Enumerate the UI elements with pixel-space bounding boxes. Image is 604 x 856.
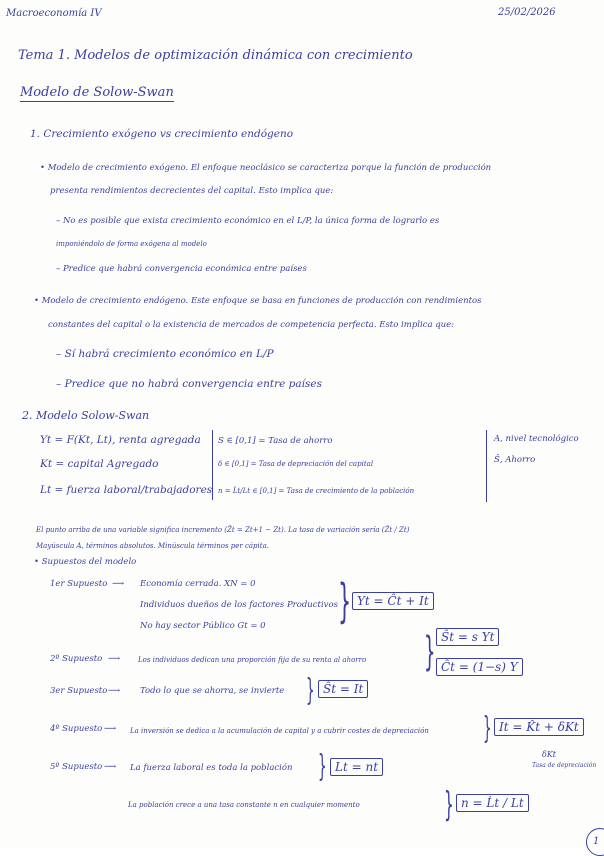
s4-brace-icon: } bbox=[483, 711, 492, 746]
def-right-1: A, nivel tecnológico bbox=[494, 434, 579, 444]
def-left-2: Kt = capital Agregado bbox=[40, 458, 159, 470]
page-title: Tema 1. Modelos de optimización dinámica con crecimiento bbox=[18, 48, 413, 63]
s5-brace-icon: } bbox=[318, 749, 327, 784]
s5-label: 5º Supuesto bbox=[50, 762, 103, 772]
s4-label: 4º Supuesto bbox=[50, 724, 103, 734]
section1-bullet2-dash1: – Sí habrá crecimiento económico en L/P bbox=[56, 348, 274, 360]
section1-bullet2-dash2: – Predice que no habrá convergencia entre países bbox=[56, 378, 322, 390]
s2-brace-icon: } bbox=[424, 629, 436, 675]
s3-equation-box: Ŝt = It bbox=[318, 680, 368, 698]
s1-arrow-icon: ⟶ bbox=[112, 579, 125, 589]
section2-heading: 2. Modelo Solow-Swan bbox=[22, 409, 150, 422]
def-left-1: Yt = F(Kt, Lt), renta agregada bbox=[40, 434, 201, 446]
s3-label: 3er Supuesto bbox=[50, 686, 108, 696]
def-right-2: Ŝ, Ahorro bbox=[494, 455, 536, 465]
def-left-3: Lt = fuerza laboral/trabajadores bbox=[40, 484, 213, 496]
s1-item-2: Individuos dueños de los factores Productivos bbox=[140, 600, 338, 610]
date-header: 25/02/2026 bbox=[498, 7, 556, 18]
s3-text: Todo lo que se ahorra, se invierte bbox=[140, 686, 285, 696]
page-number: 1 bbox=[586, 828, 604, 856]
section1-bullet1-line2: presenta rendimientos decrecientes del capital. Esto implica que: bbox=[50, 186, 334, 196]
s4-arrow-icon: ⟶ bbox=[104, 724, 117, 734]
note-line1: El punto arriba de una variable significa incremento (Ẑt = Zt+1 − Zt). La tasa de variación sería (Ẑt / Zt) bbox=[36, 526, 410, 534]
s2-equation-box-2: Ĉt = (1−s) Y bbox=[436, 658, 523, 676]
section1-bullet2-line1: • Modelo de crecimiento endógeno. Este enfoque se basa en funciones de producción con rendimientos bbox=[34, 296, 482, 306]
s5-text: La fuerza laboral es toda la población bbox=[130, 763, 293, 773]
course-header: Macroeconomía IV bbox=[6, 8, 102, 19]
section1-bullet1-dash1a: – No es posible que exista crecimiento económico en el L/P, la única forma de lograrlo es bbox=[56, 216, 440, 226]
s1-item-3: No hay sector Público Gt = 0 bbox=[140, 621, 266, 631]
s2-arrow-icon: ⟶ bbox=[108, 654, 121, 664]
section1-bullet2-line2: constantes del capital o la existencia de mercados de competencia perfecta. Esto implica que: bbox=[48, 320, 455, 330]
supuestos-heading: • Supuestos del modelo bbox=[34, 557, 137, 567]
s5-extra-text: La población crece a una tasa constante n en cualquier momento bbox=[128, 801, 360, 809]
s3-arrow-icon: ⟶ bbox=[108, 686, 121, 696]
s4-equation-box: It = K̂t + δKt bbox=[494, 718, 584, 736]
page-subtitle: Modelo de Solow-Swan bbox=[20, 85, 174, 100]
s1-equation-box: Yt = Ĉt + It bbox=[352, 592, 434, 610]
s5-arrow-icon: ⟶ bbox=[104, 762, 117, 772]
s2-text: Los individuos dedican una proporción fija de su renta al ahorro bbox=[138, 656, 367, 664]
s5-extra-equation-box: n = L̇t / Lt bbox=[456, 794, 529, 812]
section1-bullet1-line1: • Modelo de crecimiento exógeno. El enfoque neoclásico se caracteriza porque la función de producción bbox=[40, 163, 492, 173]
section1-bullet1-dash1b: imponiéndolo de forma exógena al modelo bbox=[56, 240, 207, 248]
defs-divider-right bbox=[486, 430, 487, 502]
defs-divider-left bbox=[212, 430, 213, 500]
s4-text: La inversión se dedica a la acumulación de capital y a cubrir costes de depreciación bbox=[130, 727, 429, 735]
s2-label: 2º Supuesto bbox=[50, 654, 103, 664]
s1-brace-icon: } bbox=[338, 574, 352, 628]
s1-label: 1er Supuesto bbox=[50, 579, 108, 589]
note-line2: Mayúscula A, términos absolutos. Minúscula términos per cápita. bbox=[36, 542, 269, 550]
def-mid-2: δ ∈ [0,1] = Tasa de depreciación del capital bbox=[218, 460, 374, 468]
def-mid-3: n = L̇t/Lt ∈ [0,1] = Tasa de crecimiento de la población bbox=[218, 487, 415, 495]
s1-item-1: Economía cerrada. XN = 0 bbox=[140, 579, 256, 589]
s4-under-label: Tasa de depreciación bbox=[532, 762, 597, 769]
s5-extra-brace-icon: } bbox=[444, 785, 454, 825]
s4-under-symbol: δKt bbox=[542, 750, 557, 759]
section1-bullet1-dash2: – Predice que habrá convergencia económica entre países bbox=[56, 264, 307, 274]
s3-brace-icon: } bbox=[306, 673, 315, 708]
section1-heading: 1. Crecimiento exógeno vs crecimiento endógeno bbox=[30, 128, 294, 140]
s2-equation-box-1: Ŝt = s Yt bbox=[436, 628, 499, 646]
def-mid-1: S ∈ [0,1] = Tasa de ahorro bbox=[218, 436, 333, 446]
s5-equation-box: Lt = nt bbox=[330, 758, 383, 776]
